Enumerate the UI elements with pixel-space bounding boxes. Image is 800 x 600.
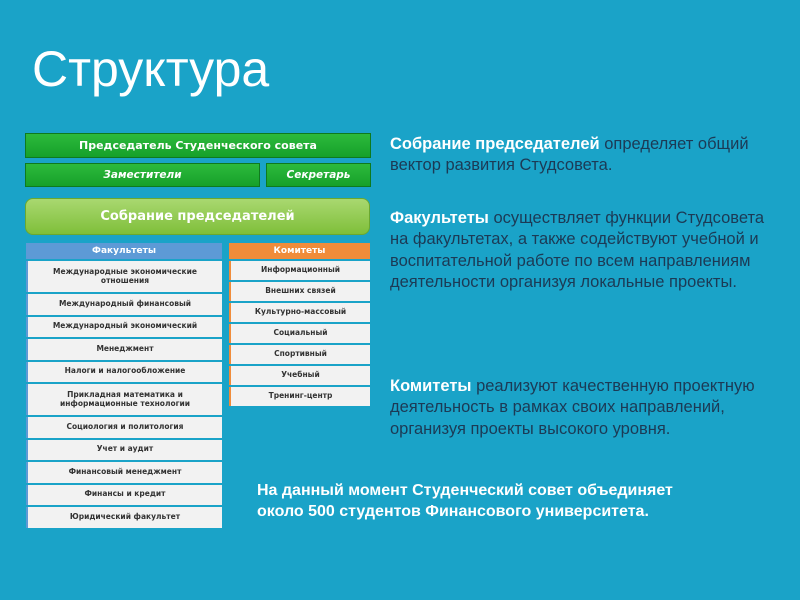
secretary-box: Секретарь xyxy=(266,163,371,187)
committee-item: Культурно-массовый xyxy=(229,303,370,322)
faculty-item: Юридический факультет xyxy=(26,507,222,528)
faculty-item: Менеджмент xyxy=(26,339,222,360)
faculty-item: Социология и политология xyxy=(26,417,222,438)
faculties-column xyxy=(26,243,222,528)
assembly-text: определяет общий вектор развития Студсовета. xyxy=(390,135,749,175)
committees-text: реализуют качественную проектную деятельность в рамках своих направлений, организуя проекты высокого уровня. xyxy=(390,377,755,438)
committees-column xyxy=(229,243,370,406)
faculty-item: Финансовый менеджмент xyxy=(26,462,222,483)
chair-box: Председатель Студенческого совета xyxy=(25,133,371,158)
faculties-term: Факультеты xyxy=(390,209,489,227)
slide-title: Структура xyxy=(32,41,270,97)
committee-item: Социальный xyxy=(229,324,370,343)
faculty-item: Налоги и налогообложение xyxy=(26,362,222,383)
committee-item: Тренинг-центр xyxy=(229,387,370,406)
footer-line: На данный момент Студенческий совет объединяет xyxy=(257,482,673,499)
faculties-description xyxy=(390,208,775,294)
committee-item: Спортивный xyxy=(229,345,370,364)
committees-term: Комитеты xyxy=(390,377,472,395)
deputies-box: Заместители xyxy=(25,163,260,187)
footer-note xyxy=(257,481,777,523)
faculty-item: Международный финансовый xyxy=(26,294,222,315)
committees-description xyxy=(390,376,775,440)
faculty-item: Финансы и кредит xyxy=(26,485,222,506)
committee-item: Учебный xyxy=(229,366,370,385)
faculty-item: Прикладная математика и информационные технологии xyxy=(26,384,222,415)
assembly-box: Собрание председателей xyxy=(25,198,370,235)
committee-item: Внешних связей xyxy=(229,282,370,301)
faculty-item: Учет и аудит xyxy=(26,440,222,461)
committees-header: Комитеты xyxy=(229,243,370,259)
assembly-term: Собрание председателей xyxy=(390,135,600,153)
faculty-item: Международный экономический xyxy=(26,317,222,338)
faculties-text: осуществляет функции Студсовета на факультетах, а также содействуют учебной и воспитательной работе по всем направлениям деятельности организуя локальные проекты. xyxy=(390,209,765,292)
committee-item: Информационный xyxy=(229,261,370,280)
faculty-item: Международные экономические отношения xyxy=(26,261,222,292)
assembly-description xyxy=(390,134,775,177)
faculties-header: Факультеты xyxy=(26,243,222,259)
footer-line: около 500 студентов Финансового университета. xyxy=(257,502,649,520)
